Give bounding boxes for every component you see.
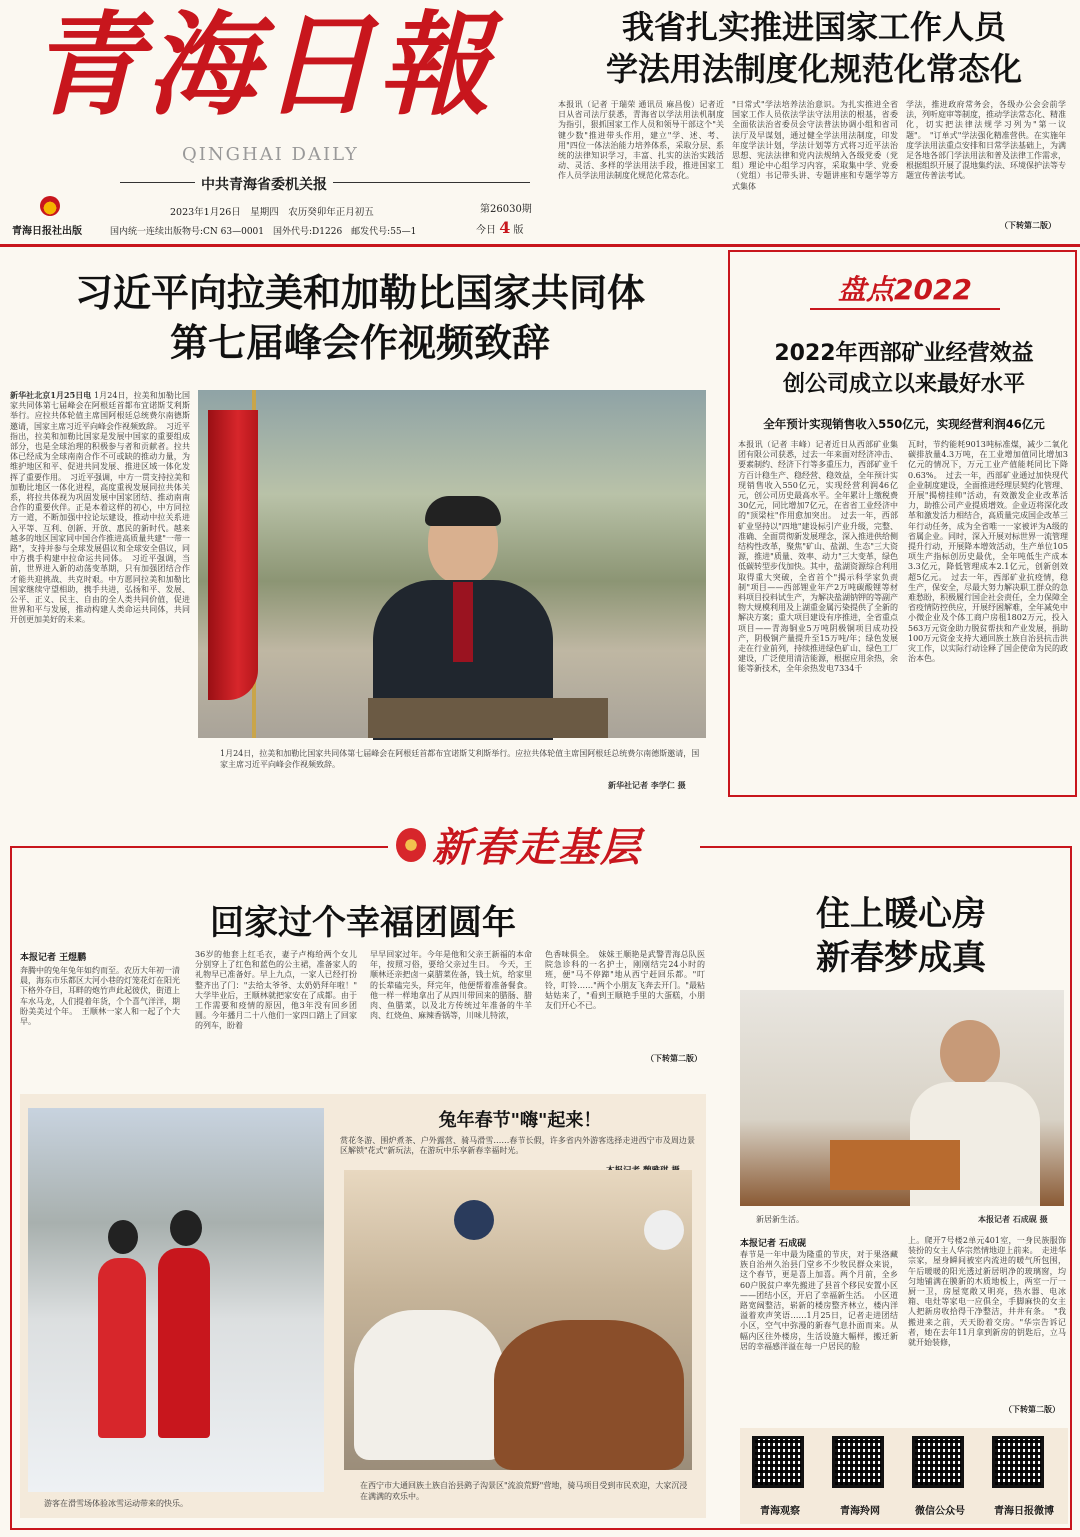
reunion-headline: 回家过个幸福团圆年 xyxy=(210,903,516,943)
top-story-col-1: 本报讯（记者 于瑞荣 通讯员 麻昌俊）记者近日从省司法厅获悉，青海省以学法用法机制度为指引，狠抓国家工作人员和领导干部这个"关键少数"推进带头作用，建立"学、述、考、用"四位一体法治能力培养体系，采取分层、系统的法律知识学习，丰富、扎实的法治实践活动、灵活、多样的学法用法手段，推进国家工作人员学法用法制度化规范化常态化。 xyxy=(558,100,724,181)
masthead-org: 中共青海省委机关报 xyxy=(195,174,333,194)
house-col-1: 春节是一年中最为隆重的节庆，对于果洛藏族自治州久治县门堂乡不少牧民群众来说，这个春节，更是喜上加喜。两个月前，全乡60户脱贫户率先搬进了县首个移民安置小区——团结小区，开启了幸福新生活。 小区道路宽阔整洁，崭新的楼房整齐林立，楼内洋溢着欢声笑语……1月25日，记者走进团结小区，空气中弥漫的新春气息扑面而来。从幅内区往外楼房，生活设施大幅样，搬迁新居的幸福感洋溢在每一户居民的脸 xyxy=(740,1250,898,1351)
section-banner: 新春走基层 xyxy=(432,824,642,871)
qr-label-2: 青海羚网 xyxy=(840,1506,880,1517)
lead-photo-credit: 新华社记者 李学仁 摄 xyxy=(608,780,686,790)
issue-number: 第26030期 xyxy=(480,204,532,215)
review-banner: 盘点2022 xyxy=(810,268,1000,310)
horse-photo-caption: 在西宁市大通回族土族自治县鹞子沟景区"流浪荒野"营地，骑马项目受到市民欢迎，大家沉浸在满满的欢乐中。 xyxy=(360,1481,688,1501)
masthead-english: QINGHAI DAILY xyxy=(182,144,359,165)
section-frame-top-left xyxy=(10,846,388,848)
horse-photo xyxy=(344,1170,692,1470)
house-byline: 本报记者 石成砚 xyxy=(740,1239,807,1249)
house-continued: （下转第二版） xyxy=(1004,1404,1060,1414)
masthead-divider xyxy=(0,244,1080,247)
house-headline: 住上暖心房 新春梦成真 xyxy=(816,894,986,978)
qr-code-strip xyxy=(740,1428,1068,1524)
publication-codes: 国内统一连续出版物号:CN 63—0001 国外代号:D1226 邮发代号:55—1 xyxy=(110,227,417,237)
reunion-col-4: 色香味俱全。 妹妹王顺艳是武警青海总队医院急诊科的一名护士，刚刚结完24小时的班，便"马不停蹄"地从西宁赶回乐都。"叮铃，叮铃……"两个小朋友飞奔去开门。"最粘姑姑来了，"看到王顺艳手里的大蛋糕，小朋友们开心不已。 xyxy=(545,950,705,1011)
house-photo-credit: 本报记者 石成砚 摄 xyxy=(978,1214,1048,1224)
publisher-name: 青海日报社出版 xyxy=(12,226,82,237)
lantern-icon xyxy=(396,828,426,862)
ski-photo-caption: 游客在滑雪场体验冰雪运动带来的快乐。 xyxy=(44,1499,188,1508)
qr-code-1[interactable] xyxy=(752,1436,804,1488)
desk xyxy=(368,698,608,738)
lead-photo xyxy=(198,390,706,738)
qr-label-1: 青海观察 xyxy=(760,1506,800,1517)
lead-story-body: 新华社北京1月25日电 1月24日，拉美和加勒比国家共同体第七届峰会在阿根廷首都布宜诺斯艾利斯举行。应拉共体轮值主席国阿根廷总统费尔南德斯邀请，国家主席习近平向峰会作视频致辞。 习近平指出，拉美和加勒比国家是发展中国家的重要组成部分，也是全球治理的积极参与者和贡献者。拉共体已经成为全球南南合作不可或缺的推动力量，为维护地区和平、促进共同发展、推进区域一体化发挥了重要作用。 习近平强调，中方一贯支持拉美和加勒比地区一体化进程，高度重视发展同拉共体关系，将拉共体视为巩固发展中国家团结、推动南南合作的重要伙伴。正是本着这样的初心，中方同拉方一道，不断加强中拉论坛建设，推动中拉关系进入平等、互利、创新、开放、惠民的新时代。越来越多的地区国家同中国合作推进高质量共建"一带一路"，支持并参与全球发展倡议和全球安全倡议，同中方携手构建中拉命运共同体。 习近平强调，当前，世界进入新的动荡变革期，只有加强团结合作才能共迎挑战、共克时艰。中方愿同拉美和加勒比国家继续守望相助，携手共进，弘扬和平、发展、公平、正义、民主、自由的全人类共同价值，促进世界和平与发展，推动构建人类命运共同体，共同开创更加美好的未来。 xyxy=(10,390,191,625)
review-col-2: 瓦时，节约能耗9013吨标准煤，减少二氧化碳排放量4.3万吨，在工业增加值同比增加3亿元的情况下，万元工业产值能耗同比下降0.63%。 过去一年，西部矿业通过加快现代企业制度建设，全面推进经理层契约化管理、开展"揭榜挂帅"活动，有效激发企业改革活力，助推公司产业提质增效。企业迈将深化改革和激发活力相结合，高质量完成国企改革三年行动任务，成为全省唯一一家被评为A级的省属企业。同时，深入开展对标世界一流管理提升行动，开展降本增效活动，生产单位105项生产指标创历史最优，全年吨低生产成本3.3亿元，降低管理成本2.1亿元，创新创效超5亿元。 过去一年，西部矿业抗疫情，稳生产，保安全，尽最大努力解决职工群众的急难愁盼，积极履行国企社会责任，全力保障全省疫情防控供应，开展纾困解难，全年减免中小微企业及个体工商户房租1802万元，投入563万元资金助力脱贫帮扶和产业发展，捐助100万元资金支持大通回族土族自治县抗击洪灾工作，以实际行动诠释了国企使命为民的政治本色。 xyxy=(908,440,1068,664)
top-story-headline: 我省扎实推进国家工作人员 学法用法制度化规范化常态化 xyxy=(605,8,1022,88)
lead-story-headline: 习近平向拉美和加勒比国家共同体 第七届峰会作视频致辞 xyxy=(74,271,645,365)
review-headline: 2022年西部矿业经营效益 创公司成立以来最好水平 xyxy=(774,341,1034,397)
publisher-emblem-icon xyxy=(40,196,60,216)
qr-code-2[interactable] xyxy=(832,1436,884,1488)
qr-code-3[interactable] xyxy=(912,1436,964,1488)
qr-label-4: 青海日报微博 xyxy=(994,1506,1054,1517)
newspaper-logo: 青海日報 xyxy=(30,0,494,131)
house-photo xyxy=(740,990,1064,1206)
flag xyxy=(208,410,258,700)
top-story-col-2: "日常式"学法培养法治意识。为扎实推进全省国家工作人员依法学法守法用法的根基，省委全面依法治省委员会守法普法协调小组和省司法厅及早谋划，通过健全学法用法制度，印发年度学法计划，学法计划等方式将习近平法治思想、宪法法律和党内法规纳入各级党委（党组）理论中心组学习内容，采取集中学、党委（党组）书记带头讲、专题讲座和专题学等方式集体 xyxy=(732,100,898,191)
review-col-1: 本报讯（记者 丰峰）记者近日从西部矿业集团有限公司获悉，过去一年来面对经济冲击、要素制约、经济下行等多重压力，西部矿业千方百计稳生产、稳经营、稳效益，全年预计实现销售收入550亿元，实现经营利润46亿元，创公司历史最高水平。全年累计上缴税费30亿元，同比增加7亿元，在省省工业经济中的"顶梁柱"作用愈加突出。 过去一年，西部矿业坚持以"四地"建设标引产业升级，完整、准确、全面贯彻新发展理念，深入推进供给侧结构性改革，聚焦"矿山、盐湖、生态"三大资源，推进"质量、效率、动力"三大变革，绿色低碳转型步伐加快。其中，盐湖资源综合利用取得重大突破，全省首个"揭示科学家负责制"项目——西部锂业年产2万吨碳酸锂等材料项目投料试生产，为解决盐湖钠钾的等副产物大规模利用及上湖重金属污染提供了全新的解决方案；重大项目建设有序推进，全省重点项目——青海铜业5万吨阴极铜项目成功投产，阴极铜产量提升至15万吨/年；绿色发展走在行业前列，持续推进绿色矿山、绿色工厂建设，广泛使用清洁能源，根据应用余热，余能等新技术，全年余热发电7334千 xyxy=(738,440,898,674)
reunion-col-2: 36岁的他套上红毛衣，妻子卢梅给两个女儿分别穿上了红色和蓝色的公主裙，准备家人的礼物早已准备好。早上九点，一家人已经打扮整齐出了门："去给太爷爷、太奶奶拜年啦！" 大学毕业后，王顺林就把家安在了成都。由于工作需要和疫情的原因，他3年没有回乡团圆。今年播月二十八他们一家四口踏上了回家的列车，盼着 xyxy=(195,950,365,1031)
reunion-byline: 本报记者 王煜鹏 xyxy=(20,953,87,963)
masthead xyxy=(0,0,1080,245)
reunion-continued: （下转第二版） xyxy=(646,1053,702,1063)
lead-photo-caption: 1月24日，拉美和加勒比国家共同体第七届峰会在阿根廷首都布宜诺斯艾利斯举行。应拉共体轮值主席国阿根廷总统费尔南德斯邀请，国家主席习近平向峰会作视频致辞。 xyxy=(220,749,700,769)
today-pages: 今日 4 版 xyxy=(476,218,524,237)
ski-photo xyxy=(28,1108,324,1492)
top-story-continued: （下转第二版） xyxy=(1000,220,1056,230)
review-subhead: 全年预计实现销售收入550亿元，实现经营利润46亿元 xyxy=(763,417,1045,431)
house-photo-caption: 新居新生活。 xyxy=(756,1215,804,1224)
date-line: 2023年1月26日 星期四 农历癸卯年正月初五 xyxy=(170,207,374,218)
qr-label-3: 微信公众号 xyxy=(915,1506,965,1517)
qr-code-4[interactable] xyxy=(992,1436,1044,1488)
spring-headline: 兔年春节"嗨"起来！ xyxy=(438,1110,602,1131)
top-story-col-3: 学法，推进政府常务会，各级办公会会前学法，列听庭审等制度，推动学法常态化、精准化，切实把法律法规学习列为"第一议题"。 "订单式"学法强化精准营供。在实施年度学法用法重点安排和日常学法基础上，为满足各地各部门学法用法和普及法律工作需求，根据组织开展了混地集约法、环境保护法等专题宣传普法考试。 xyxy=(906,100,1066,181)
house-col-2: 上。爬开7号楼2单元401室，一身民族服饰装扮的女主人华宗然情地迎上前来。 走进华宗家，屋身瞬间被室内流进的暖气所包围，午后暖暖的阳光透过新居明净的玻璃窗，均匀地铺满在膜新的木质地板上，两室一厅一厨一卫，房屋宽敞又明亮，热水器、电冰箱、电灶等家电一应俱全，手脚麻快的女主人把新房收拾得干净整洁，井井有条。 "我搬进来之前，天天盼着交房。"华宗告诉记者，她在去年11月拿到新房的钥匙后，立马就开始装修， xyxy=(908,1236,1066,1348)
review-2022-box xyxy=(728,250,1077,797)
spring-body: 赏花冬游、围炉煮茶、户外露营、骑马滑雪……春节长假，许多省内外游客选择走进西宁市及周边景区解锁"花式"新玩法，在游玩中乐享新春幸福时光。 xyxy=(340,1136,695,1156)
section-frame-top-right xyxy=(700,846,1072,848)
reunion-col-1: 奔腾中的兔年兔年如约而至。农历大年初一清晨，海东市乐都区大河小巷的灯笼花灯在阳光下格外夺目，耳畔的炮竹声此起彼伏，街道上车水马龙，人们提着年货，个个喜气洋洋，期盼美美过个年。 王顺林一家人和一起了个大早。 xyxy=(20,966,180,1027)
reunion-col-3: 早早回家过年。今年是他和父亲王新福的本命年，按照习俗，要给父亲过生日。 今天，王顺林还亲把卤一桌腊菜佐备，钱土炕，给家里的长辈磕完头，拜完年，他便帮着准备餐食。他一样一样地拿出了从四川带回来的腊肠、腊肉、鱼腊菜，以及北方传统过年准备的牛羊肉、红烧鱼、麻辣香锅等，川味儿特浓， xyxy=(370,950,532,1021)
